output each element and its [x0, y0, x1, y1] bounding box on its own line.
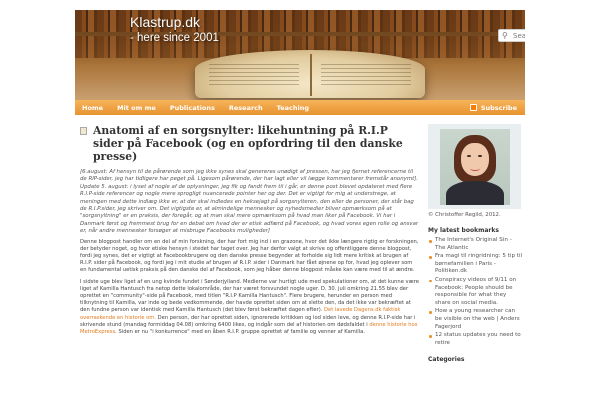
nav-publications[interactable]: Publications: [169, 103, 215, 112]
paragraph-text: Den person, der har oprettet siden, ignorerede kritikken og lod siden leve, og denne R.I.P-side har i skrivende stund (mandag formiddag 04.08) omkring 6400 likes, og indgår som del af historien om dødsfaldet i: [80, 314, 416, 328]
nav-teaching[interactable]: Teaching: [276, 103, 310, 112]
site-name[interactable]: Klastrup.dk: [130, 14, 201, 30]
nav-research[interactable]: Research: [228, 103, 263, 112]
bookmark-item[interactable]: Conspiracy videos of 9/11 on Facebook: People should be responsible for what they share on social media.: [428, 277, 523, 307]
sidebar: [428, 124, 523, 366]
bookmarks-heading: My latest bookmarks: [428, 227, 499, 234]
paragraph-text: . Siden er nu "i konkurrence" med en åben R.I.P. gruppe oprettet af familie og venner af Kamilla.: [115, 329, 366, 336]
author-photo: [440, 129, 510, 205]
photo-caption: © Christoffer Regild, 2012.: [428, 212, 501, 218]
search-box[interactable]: [498, 29, 525, 42]
bookmark-item[interactable]: The Internet's Original Sin - The Atlantic: [428, 237, 523, 252]
bookmark-item[interactable]: 12 status updates you need to retire: [428, 332, 523, 347]
intro-note: [6.august: Af hensyn til de pårørende som jeg ikke synes skal genereres unødigt af pressen, har jeg fjernet referencerne til de RIP-sider, jeg har tidligere har peget på. Ligesom pårørende, der har lagt eller vil lægge kommentarer fremstår anonymt].: [80, 169, 419, 183]
search-icon: ⚲: [502, 30, 508, 40]
post-body: [80, 239, 420, 337]
header-banner: [75, 10, 525, 100]
document-icon: [80, 127, 87, 135]
open-book-image: [195, 50, 425, 98]
paragraph-text: I sidste uge blev liget af en ung kvinde fundet i Sønderjylland. Medierne var hurtigt ude med spekulationer om, at det kunne være liget af Kamilla Hantusch fra netop dette lokalområde, der har været forsvundet nogle uger. D. 30. juli omkring 21.55 blev der oprettet en "community"-side på Facebook, med titlen "R.I.P Kamilla Hantusch". Flere brugere, herunder en person med tilknytning til Kamilla, var inde og bede vedkommende, der havde oprettet siden om at slette den, da det ikke var bekræftet at den fundne person var identisk med Kamilla Hantusch (det blev først bekræftet dagen efter).: [80, 278, 419, 314]
nav-about[interactable]: Mit om me: [117, 103, 156, 112]
bookmarks-list: [428, 237, 523, 347]
subscribe-link[interactable]: [463, 104, 525, 112]
author-photo-box: [428, 124, 521, 209]
main-nav: [75, 100, 525, 115]
site-title[interactable]: [130, 14, 219, 46]
dagens-link[interactable]: Det lavede Dagens.dk faktisk overraskende en historie om.: [80, 307, 401, 321]
nav-home[interactable]: Home: [82, 103, 104, 112]
search-input[interactable]: [513, 32, 525, 40]
bookmark-item[interactable]: How a young researcher can be visible on the web | Anders Fagerjord: [428, 308, 523, 331]
post-title-text[interactable]: Anatomi af en sorgsnylter: likehuntning på R.I.P sider på Facebook (og en opfordring til den danske presse): [93, 124, 403, 163]
body-paragraph: [80, 279, 420, 337]
body-paragraph: Denne blogpost handler om en del af min forskning, der har fort mig ind i en grazone, hvor det ikke længere rigtig er forskningen, der betyder noget, og hvor etiske hensyn i stedet har taget over. Jeg har derfor valgt at skrive og offentliggøre denne blogpost, fordi jeg synes, det er vigtigt at Facebookbrugere og den danske presse begynder at forholde sig lidt mere kritisk at brugen af R.I.P. sider på Facebook, og fordi jeg i mit studie af brugen af R.I.P. sider i Danmark har fået øjnene op for, hvad jeg oplever som en fundamental uetisk praksis på den danske del af Facebook, som jeg håber denne blogpost måske kan være med til at ændre.: [80, 238, 419, 274]
intro-update: Update 5. august: i lyset af nogle af de oplysninger, jeg fik og fandt frem til i går, er denne post blevet opdateret med flere R.I.P-side referencer og nogle mere sprogligt nuancerede pointer her og der. Det er vigtigt for mig at understrege, at meningen med dette indlæg ikke er, at der skal indledes en heksejagt på sorgsnylteren, den eller de personer, der står bag de R.I.P.sider, jeg skriver om. Det vigtigste er, at almindelige mennesker og nyhedsmedier bliver opmærksom på at "sorgsnyltning" er en praksis, der foregår, og at man skal mere opmærksom på hvad man liker på Facebook. Vi har i Danmark først og fremmest brug for en debat om hvad der er etisk adfærd på Facebook, og hvad vores egen rolle og ansvar er, når andre mennesker forsøger at misbruge Facebooks muligheder]: [80, 183, 419, 235]
post-title[interactable]: [80, 124, 420, 163]
site-tagline: - here since 2001: [130, 32, 219, 44]
subscribe-label: Subscribe: [480, 103, 517, 112]
bookmarks-widget: [428, 227, 523, 347]
metroexpress-link[interactable]: denne historie hos MetroExpress: [80, 321, 418, 336]
rss-icon: [470, 104, 477, 111]
bookmark-item[interactable]: Fra magi til ringridning: 5 tip til børnefamilien i Paris - Politiken.dk: [428, 253, 523, 276]
categories-heading: Categories: [428, 356, 465, 364]
categories-widget: [428, 356, 523, 363]
post-intro: [80, 169, 420, 236]
main-content: [80, 124, 420, 340]
